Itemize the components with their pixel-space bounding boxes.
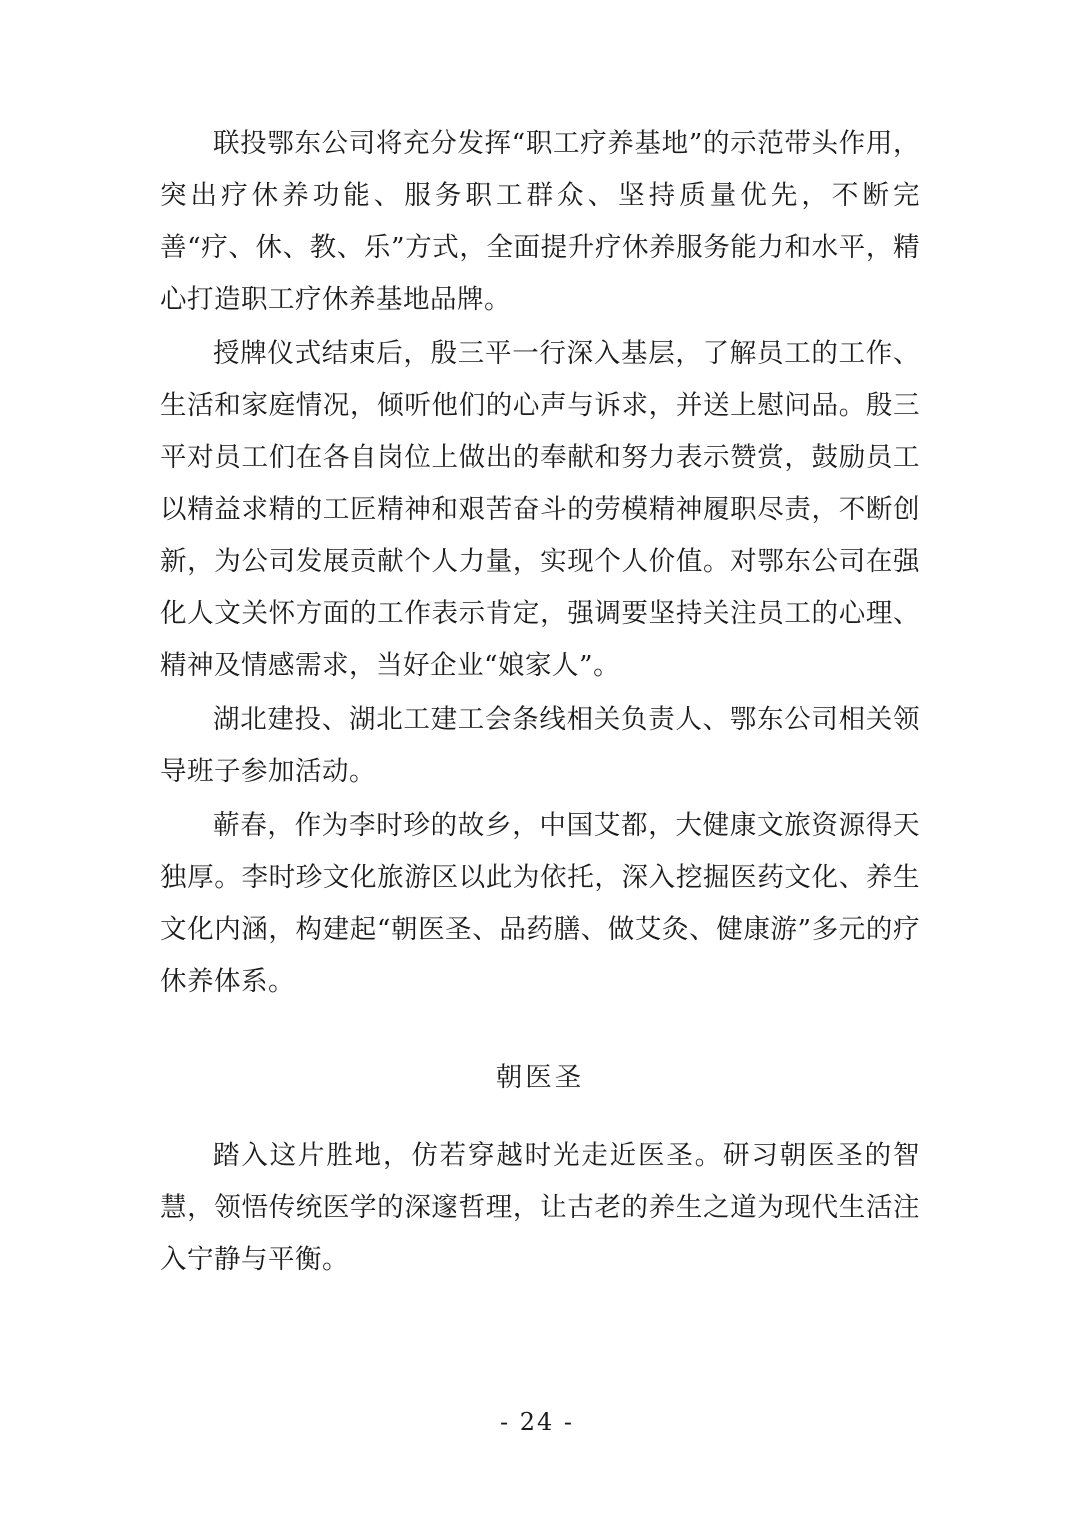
body-paragraph: 联投鄂东公司将充分发挥“职工疗养基地”的示范带头作用，突出疗休养功能、服务职工群众、坚持质量优先，不断完善“疗、休、教、乐”方式，全面提升疗休养服务能力和水平，精心打造职工疗休养基地品牌。 bbox=[160, 128, 920, 315]
section-heading: 朝医圣 bbox=[495, 1062, 585, 1093]
page-content bbox=[160, 118, 920, 1288]
body-paragraph: 湖北建投、湖北工建工会条线相关负责人、鄂东公司相关领导班子参加活动。 bbox=[160, 704, 920, 787]
body-paragraph: 授牌仪式结束后，殷三平一行深入基层，了解员工的工作、生活和家庭情况，倾听他们的心声与诉求，并送上慰问品。殷三平对员工们在各自岗位上做出的奉献和努力表示赞赏，鼓励员工以精益求精的工匠精神和艰苦奋斗的劳模精神履职尽责，不断创新，为公司发展贡献个人力量，实现个人价值。对鄂东公司在强化人文关怀方面的工作表示肯定，强调要坚持关注员工的心理、精神及情感需求，当好企业“娘家人”。 bbox=[160, 338, 920, 681]
page-number: - 24 - bbox=[499, 1408, 574, 1436]
body-paragraph: 蕲春，作为李时珍的故乡，中国艾都，大健康文旅资源得天独厚。李时珍文化旅游区以此为依托，深入挖掘医药文化、养生文化内涵，构建起“朝医圣、品药膳、做艾灸、健康游”多元的疗休养体系。 bbox=[160, 810, 920, 997]
section-paragraph: 踏入这片胜地，仿若穿越时光走近医圣。研习朝医圣的智慧，领悟传统医学的深邃哲理，让古老的养生之道为现代生活注入宁静与平衡。 bbox=[160, 1140, 920, 1275]
